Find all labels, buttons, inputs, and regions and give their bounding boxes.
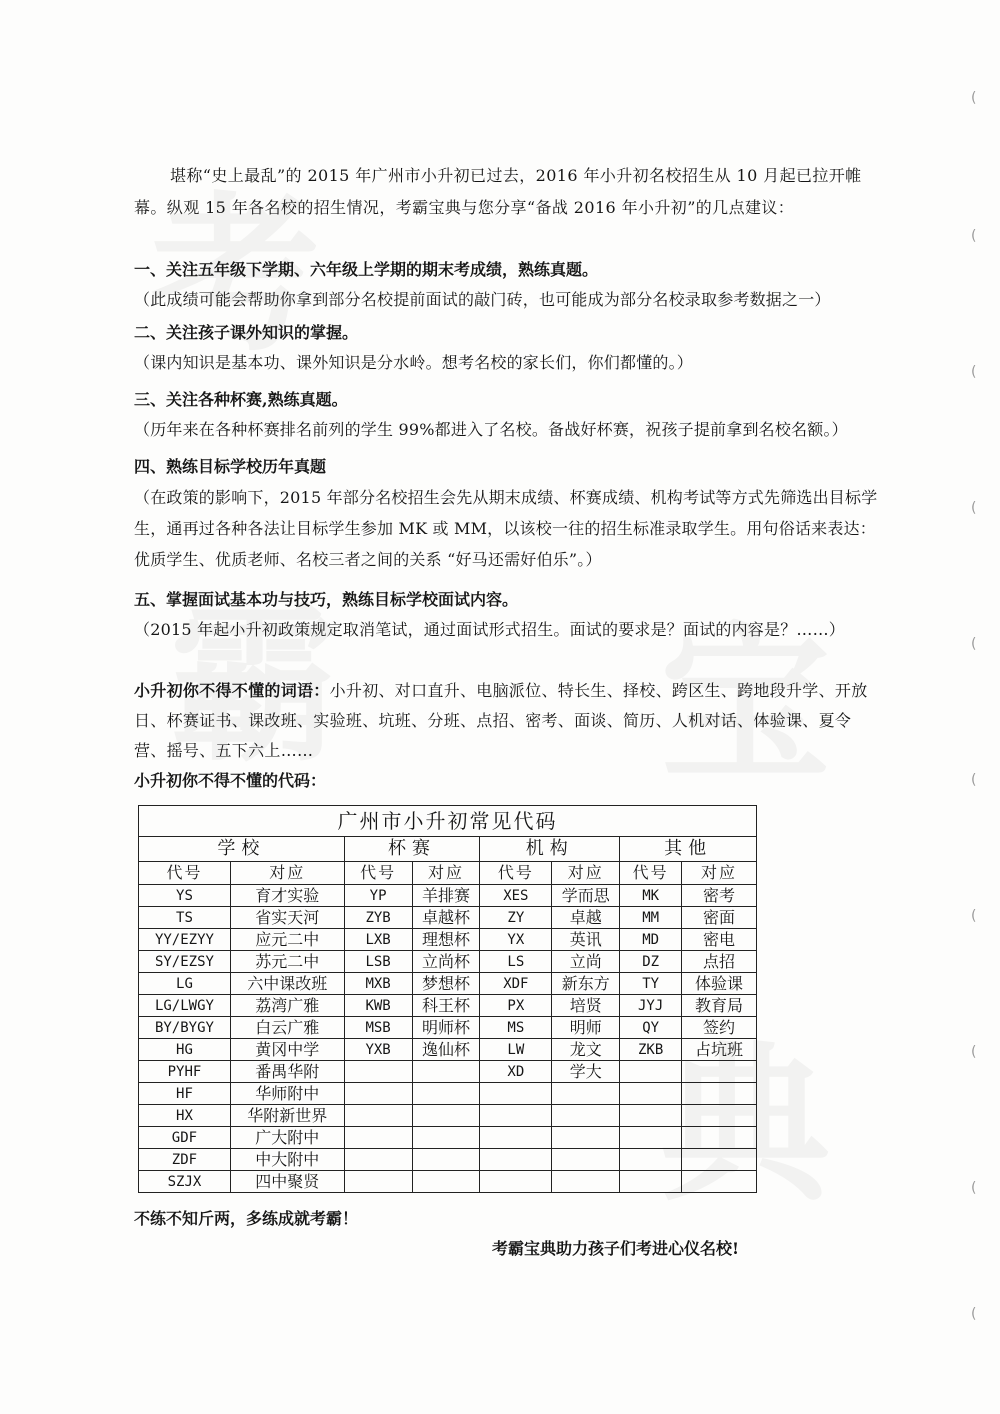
code-cell: LG/LWGY bbox=[139, 995, 231, 1017]
code-cell: SY/EZSY bbox=[139, 951, 231, 973]
value-cell: 明师杯 bbox=[412, 1017, 480, 1039]
advice-note: （在政策的影响下，2015 年部分名校招生会先从期末成绩、杯赛成绩、机构考试等方式先筛选出目标学生，通再过各种各法让目标学生参加 MK 或 MM，以该校一往的招生标准录取学生。用句俗话来表达：优质学生、优质老师、名校三者之间的关系 “好马还需好伯乐”。） bbox=[134, 488, 878, 569]
code-cell: ZYB bbox=[344, 907, 412, 929]
binder-mark: ( bbox=[971, 772, 977, 788]
code-cell bbox=[344, 1083, 412, 1105]
code-cell bbox=[480, 1127, 552, 1149]
code-cell: YY/EZYY bbox=[139, 929, 231, 951]
value-cell bbox=[682, 1061, 757, 1083]
value-cell bbox=[552, 1105, 620, 1127]
binder-mark: ( bbox=[971, 90, 977, 106]
advice-3 bbox=[134, 385, 879, 445]
code-cell bbox=[620, 1083, 682, 1105]
code-cell: HF bbox=[139, 1083, 231, 1105]
slogan-brand: 考霸宝典助力孩子们考进心仪名校! bbox=[492, 1239, 740, 1258]
group-header: 学校 bbox=[139, 837, 345, 862]
code-col-header: 代号 bbox=[344, 862, 412, 885]
value-col-header: 对应 bbox=[682, 862, 757, 885]
value-cell: 签约 bbox=[682, 1017, 757, 1039]
code-cell: HG bbox=[139, 1039, 231, 1061]
code-cell: LW bbox=[480, 1039, 552, 1061]
value-cell: 白云广雅 bbox=[230, 1017, 344, 1039]
value-col-header: 对应 bbox=[412, 862, 480, 885]
code-cell: SZJX bbox=[139, 1171, 231, 1193]
advice-4 bbox=[134, 452, 879, 575]
table-row bbox=[139, 929, 757, 951]
value-cell bbox=[412, 1171, 480, 1193]
binder-mark: ( bbox=[971, 1044, 977, 1060]
codes-table-body bbox=[139, 885, 757, 1193]
code-cell: ZDF bbox=[139, 1149, 231, 1171]
code-cell: MM bbox=[620, 907, 682, 929]
codes-title: 小升初你不得不懂的代码： bbox=[134, 771, 327, 790]
value-cell: 育才实验 bbox=[230, 885, 344, 907]
value-cell: 科王杯 bbox=[412, 995, 480, 1017]
code-cell bbox=[344, 1171, 412, 1193]
code-cell bbox=[480, 1171, 552, 1193]
binder-mark: ( bbox=[971, 500, 977, 516]
value-cell: 教育局 bbox=[682, 995, 757, 1017]
table-row bbox=[139, 1127, 757, 1149]
code-cell bbox=[480, 1149, 552, 1171]
code-cell: XD bbox=[480, 1061, 552, 1083]
code-col-header: 代号 bbox=[139, 862, 231, 885]
value-cell: 逸仙杯 bbox=[412, 1039, 480, 1061]
value-cell: 省实天河 bbox=[230, 907, 344, 929]
code-cell: TY bbox=[620, 973, 682, 995]
value-cell: 六中课改班 bbox=[230, 973, 344, 995]
advice-note: （历年来在各种杯赛排名前列的学生 99%都进入了名校。备战好杯赛，祝孩子提前拿到名校名额。） bbox=[134, 420, 848, 439]
intro-paragraph: 堪称“史上最乱”的 2015 年广州市小升初已过去，2016 年小升初名校招生从 10 月起已拉开帷幕。纵观 15 年各名校的招生情况，考霸宝典与您分享“备战 2016 年小升初”的几点建议： bbox=[134, 166, 862, 217]
code-cell: JYJ bbox=[620, 995, 682, 1017]
binder-mark: ( bbox=[971, 1180, 977, 1196]
code-cell bbox=[344, 1127, 412, 1149]
value-cell: 广大附中 bbox=[230, 1127, 344, 1149]
table-row bbox=[139, 1105, 757, 1127]
code-cell: PYHF bbox=[139, 1061, 231, 1083]
value-cell: 明师 bbox=[552, 1017, 620, 1039]
value-cell: 苏元二中 bbox=[230, 951, 344, 973]
table-row bbox=[139, 1017, 757, 1039]
value-cell: 华师附中 bbox=[230, 1083, 344, 1105]
value-cell: 中大附中 bbox=[230, 1149, 344, 1171]
codes-table bbox=[138, 805, 757, 1193]
code-cell bbox=[480, 1105, 552, 1127]
advice-2 bbox=[134, 318, 879, 378]
code-cell bbox=[620, 1061, 682, 1083]
group-header: 机构 bbox=[480, 837, 620, 862]
value-cell bbox=[682, 1105, 757, 1127]
code-cell: YS bbox=[139, 885, 231, 907]
code-cell: DZ bbox=[620, 951, 682, 973]
table-row bbox=[139, 907, 757, 929]
advice-heading: 三、关注各种杯赛,熟练真题。 bbox=[134, 390, 348, 409]
code-cell: LXB bbox=[344, 929, 412, 951]
code-cell bbox=[620, 1127, 682, 1149]
code-cell: MXB bbox=[344, 973, 412, 995]
value-cell: 密考 bbox=[682, 885, 757, 907]
value-cell: 应元二中 bbox=[230, 929, 344, 951]
binder-mark: ( bbox=[971, 1306, 977, 1322]
code-cell: LSB bbox=[344, 951, 412, 973]
code-cell bbox=[620, 1171, 682, 1193]
table-row bbox=[139, 995, 757, 1017]
value-cell: 卓越杯 bbox=[412, 907, 480, 929]
code-cell bbox=[344, 1061, 412, 1083]
value-cell: 密面 bbox=[682, 907, 757, 929]
slogan-practice: 不练不知斤两，多练成就考霸！ bbox=[134, 1209, 359, 1228]
advice-5 bbox=[134, 585, 879, 645]
binder-mark: ( bbox=[971, 636, 977, 652]
code-cell: ZY bbox=[480, 907, 552, 929]
value-cell bbox=[682, 1171, 757, 1193]
value-cell: 黄冈中学 bbox=[230, 1039, 344, 1061]
terms-lead: 小升初你不得不懂的词语： bbox=[134, 681, 330, 700]
code-cell: KWB bbox=[344, 995, 412, 1017]
value-cell: 羊排赛 bbox=[412, 885, 480, 907]
value-cell bbox=[412, 1105, 480, 1127]
value-cell bbox=[552, 1149, 620, 1171]
code-cell: YP bbox=[344, 885, 412, 907]
binder-mark: ( bbox=[971, 364, 977, 380]
code-cell: QY bbox=[620, 1017, 682, 1039]
table-row bbox=[139, 1039, 757, 1061]
value-cell: 龙文 bbox=[552, 1039, 620, 1061]
advice-heading: 一、关注五年级下学期、六年级上学期的期末考成绩，熟练真题。 bbox=[134, 260, 599, 279]
value-cell: 新东方 bbox=[552, 973, 620, 995]
table-row bbox=[139, 1149, 757, 1171]
code-cell bbox=[344, 1105, 412, 1127]
group-header: 其他 bbox=[620, 837, 757, 862]
value-cell bbox=[682, 1149, 757, 1171]
code-col-header: 代号 bbox=[480, 862, 552, 885]
value-col-header: 对应 bbox=[552, 862, 620, 885]
value-cell bbox=[412, 1061, 480, 1083]
value-cell: 占坑班 bbox=[682, 1039, 757, 1061]
value-cell: 点招 bbox=[682, 951, 757, 973]
code-cell: YX bbox=[480, 929, 552, 951]
value-cell: 培贤 bbox=[552, 995, 620, 1017]
table-row bbox=[139, 973, 757, 995]
advice-heading: 二、关注孩子课外知识的掌握。 bbox=[134, 323, 359, 342]
value-cell: 理想杯 bbox=[412, 929, 480, 951]
value-cell: 英讯 bbox=[552, 929, 620, 951]
value-cell bbox=[552, 1171, 620, 1193]
group-header: 杯赛 bbox=[344, 837, 480, 862]
table-row bbox=[139, 1171, 757, 1193]
code-cell: LS bbox=[480, 951, 552, 973]
terms-paragraph bbox=[134, 676, 879, 766]
binder-mark: ( bbox=[971, 908, 977, 924]
code-cell: LG bbox=[139, 973, 231, 995]
table-title: 广州市小升初常见代码 bbox=[139, 806, 757, 837]
advice-note: （2015 年起小升初政策规定取消笔试，通过面试形式招生。面试的要求是？面试的内容是？……） bbox=[134, 620, 846, 639]
binder-mark: ( bbox=[971, 228, 977, 244]
value-cell: 荔湾广雅 bbox=[230, 995, 344, 1017]
table-row bbox=[139, 1083, 757, 1105]
code-cell bbox=[344, 1149, 412, 1171]
value-cell bbox=[412, 1083, 480, 1105]
value-cell: 体验课 bbox=[682, 973, 757, 995]
terms-list: 小升初、对口直升、电脑派位、特长生、择校、跨区生、跨地段升学、开放日、杯赛证书、课改班、实验班、坑班、分班、点招、密考、面谈、简历、人机对话、体验课、夏令营、摇号、五下六上…… bbox=[134, 681, 868, 760]
code-cell: MS bbox=[480, 1017, 552, 1039]
value-cell: 学而思 bbox=[552, 885, 620, 907]
code-cell bbox=[620, 1149, 682, 1171]
advice-note: （此成绩可能会帮助你拿到部分名校提前面试的敲门砖，也可能成为部分名校录取参考数据之一） bbox=[134, 290, 831, 309]
advice-heading: 五、掌握面试基本功与技巧，熟练目标学校面试内容。 bbox=[134, 590, 519, 609]
code-cell: PX bbox=[480, 995, 552, 1017]
value-cell bbox=[412, 1127, 480, 1149]
code-cell: XES bbox=[480, 885, 552, 907]
code-cell: MD bbox=[620, 929, 682, 951]
value-cell bbox=[552, 1127, 620, 1149]
value-cell bbox=[682, 1083, 757, 1105]
value-cell: 梦想杯 bbox=[412, 973, 480, 995]
value-cell: 密电 bbox=[682, 929, 757, 951]
code-cell: MSB bbox=[344, 1017, 412, 1039]
advice-note: （课内知识是基本功、课外知识是分水岭。想考名校的家长们，你们都懂的。） bbox=[134, 353, 694, 372]
value-cell: 学大 bbox=[552, 1061, 620, 1083]
code-cell: TS bbox=[139, 907, 231, 929]
value-cell: 华附新世界 bbox=[230, 1105, 344, 1127]
value-col-header: 对应 bbox=[230, 862, 344, 885]
value-cell bbox=[552, 1083, 620, 1105]
code-cell: YXB bbox=[344, 1039, 412, 1061]
advice-1 bbox=[134, 255, 879, 315]
code-cell: HX bbox=[139, 1105, 231, 1127]
value-cell: 立尚 bbox=[552, 951, 620, 973]
code-cell: GDF bbox=[139, 1127, 231, 1149]
table-row bbox=[139, 1061, 757, 1083]
value-cell: 四中聚贤 bbox=[230, 1171, 344, 1193]
table-row bbox=[139, 885, 757, 907]
code-cell bbox=[620, 1105, 682, 1127]
code-cell: ZKB bbox=[620, 1039, 682, 1061]
table-row bbox=[139, 951, 757, 973]
advice-heading: 四、熟练目标学校历年真题 bbox=[134, 457, 327, 476]
code-cell: XDF bbox=[480, 973, 552, 995]
code-cell bbox=[480, 1083, 552, 1105]
value-cell bbox=[682, 1127, 757, 1149]
value-cell: 番禺华附 bbox=[230, 1061, 344, 1083]
code-col-header: 代号 bbox=[620, 862, 682, 885]
value-cell bbox=[412, 1149, 480, 1171]
code-cell: BY/BYGY bbox=[139, 1017, 231, 1039]
code-cell: MK bbox=[620, 885, 682, 907]
value-cell: 卓越 bbox=[552, 907, 620, 929]
value-cell: 立尚杯 bbox=[412, 951, 480, 973]
